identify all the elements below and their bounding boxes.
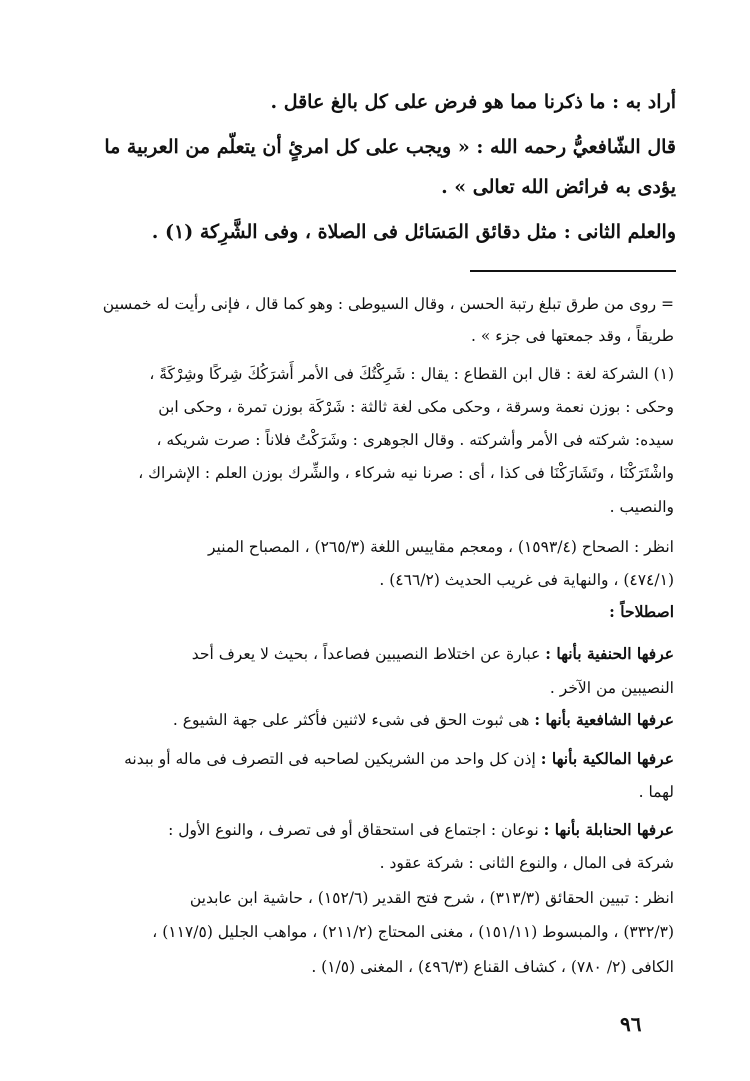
reference-1-line-2: (٤٧٤/١) ، والنهاية فى غريب الحديث (٤٦٦/٢) . <box>379 571 674 589</box>
hanbali-text: نوعان : اجتماع فى استحقاق أو فى تصرف ، والنوع الأول : <box>168 821 539 839</box>
reference-2-line-1: انظر : تبيين الحقائق (٣١٣/٣) ، شرح فتح القدير (١٥٢/٦) ، حاشية ابن عابدين <box>189 889 674 907</box>
maliki-text: إذن كل واحد من الشريكين لصاحبه فى التصرف فى ماله أو ببدنه <box>124 750 536 768</box>
shafii-definition <box>60 706 674 734</box>
maliki-definition-line-2: لهما . <box>638 783 674 801</box>
istilah-heading: اصطلاحاً : <box>609 602 674 621</box>
footnote-separator <box>470 270 676 272</box>
shafii-text: هى ثبوت الحق فى شىء لاثنين فأكثر على جهة الشيوع . <box>172 711 530 729</box>
footnote-continuation-line-1: = روى من طرق تبلغ رتبة الحسن ، وقال السيوطى : وهو كما قال ، فإنى رأيت له خمسين <box>102 295 674 313</box>
maliki-label: عرفها المالكية بأنها : <box>540 749 674 768</box>
footnote-continuation-line-2: طريقاً ، وقد جمعتها فى جزء » . <box>470 327 674 345</box>
footnote-1-line-5: والنصيب . <box>609 498 674 516</box>
hanbali-label: عرفها الحنابلة بأنها : <box>543 820 674 839</box>
main-paragraph-3: والعلم الثانى : مثل دقائق المَسَائل فى الصلاة ، وفى الشَّرِكة (١) . <box>151 221 676 243</box>
maliki-definition-line-1 <box>60 745 674 773</box>
main-paragraph-2-line-2: يؤدى به فرائض الله تعالى » . <box>441 176 676 198</box>
hanafi-definition-line-1 <box>60 640 674 668</box>
footnote-1-line-3: سيده: شركته فى الأمر وأشركته . وقال الجوهرى : وشَرَكْتُ فلاناً : صرت شريكه ، <box>156 431 674 449</box>
hanbali-definition-line-2: شركة فى المال ، والنوع الثانى : شركة عقود . <box>379 854 674 872</box>
shafii-label: عرفها الشافعية بأنها : <box>534 710 674 729</box>
main-paragraph-1: أراد به : ما ذكرنا مما هو فرض على كل بالغ عاقل . <box>270 91 676 113</box>
reference-1-line-1: انظر : الصحاح (١٥٩٣/٤) ، ومعجم مقاييس اللغة (٢٦٥/٣) ، المصباح المنير <box>207 538 674 556</box>
reference-2-line-3: الكافى (٢/ ٧٨٠) ، كشاف القناع (٤٩٦/٣) ، المغنى (١/٥) . <box>311 958 674 976</box>
footnote-1-line-4: واشْتَرَكْنَا ، وتَشَارَكْنَا فى كذا ، أى : صرنا نيه شركاء ، والشِّرك بوزن العلم : الإشراك ، <box>138 464 674 482</box>
footnote-1-line-2: وحكى : بوزن نعمة وسرقة ، وحكى مكى لغة ثالثة : شَرْكَة بوزن تمرة ، وحكى ابن <box>158 398 674 416</box>
footnote-1-line-1: (١) الشركة لغة : قال ابن القطاع : يقال : شَرِكْتُكَ فى الأمر أَشرَكُكَ شِركًا وشِرْكَةً ، <box>149 365 674 383</box>
hanafi-label: عرفها الحنفية بأنها : <box>545 644 674 663</box>
hanbali-definition-line-1 <box>60 816 674 844</box>
hanafi-definition-line-2: النصيبين من الآخر . <box>549 679 674 697</box>
reference-2-line-2: (٣٣٢/٣) ، والمبسوط (١٥١/١١) ، مغنى المحتاج (٢١١/٢) ، مواهب الجليل (١١٧/٥) ، <box>152 923 674 941</box>
hanafi-text: عبارة عن اختلاط النصيبين فصاعداً ، بحيث لا يعرف أحد <box>191 645 541 663</box>
page-number: ٩٦ <box>620 1012 642 1036</box>
main-paragraph-2-line-1: قال الشّافعيُّ رحمه الله : « ويجب على كل امرئٍ أن يتعلّم من العربية ما <box>104 136 676 158</box>
